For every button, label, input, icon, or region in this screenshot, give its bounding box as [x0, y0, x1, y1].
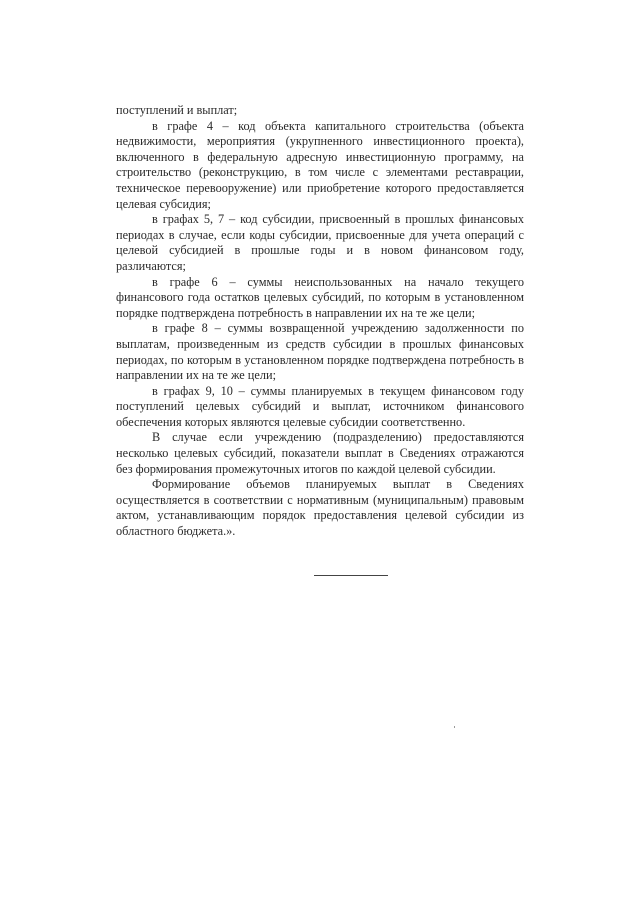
paragraph-column-4: в графе 4 – код объекта капитального строительства (объекта недвижимости, мероприятия (укрупненного инвестиционного проекта), включенного в федеральную адресную инвестиционную программу, на строительство (реконструкцию, в том числе с элементами реставрации, техническое перевооружение) или приобретение которого предоставляется целевая субсидия; — [116, 118, 524, 211]
paragraph-columns-5-7: в графах 5, 7 – код субсидии, присвоенный в прошлых финансовых периодах в случае, если коды субсидии, присвоенные для учета операций с целевой субсидией в прошлые годы и в новом финансовом году, различаются; — [116, 212, 524, 273]
paragraph-column-6: в графе 6 – суммы неиспользованных на начало текущего финансового года остатков целевых субсидий, по которым в установленном порядке подтверждена потребность в направлении их на те же цели; — [116, 274, 524, 320]
paragraph-formation: Формирование объемов планируемых выплат в Сведениях осуществляется в соответствии с нормативным (муниципальным) правовым актом, устанавливающим порядок предоставления целевой субсидии из областного бюджета.». — [116, 477, 524, 539]
end-of-text-rule — [314, 575, 388, 576]
paragraph-columns-9-10: в графах 9, 10 – суммы планируемых в текущем финансовом году поступлений целевых субсидий и выплат, источником финансового обеспечения которых являются целевые субсидии соответственно. — [116, 383, 524, 429]
paragraph-multiple-subsidies: В случае если учреждению (подразделению) предоставляются несколько целевых субсидий, показатели выплат в Сведениях отражаются без формирования промежуточных итогов по каждой целевой субсидии. — [116, 430, 524, 476]
paragraph-column-8: в графе 8 – суммы возвращенной учреждению задолженности по выплатам, произведенным из средств субсидии в прошлых финансовых периодах, по которым в установленном порядке подтверждена потребность в направлении их на те же цели; — [116, 321, 524, 383]
document-body — [116, 103, 524, 540]
scan-speck — [454, 726, 455, 728]
paragraph-continuation: поступлений и выплат; — [116, 103, 238, 117]
